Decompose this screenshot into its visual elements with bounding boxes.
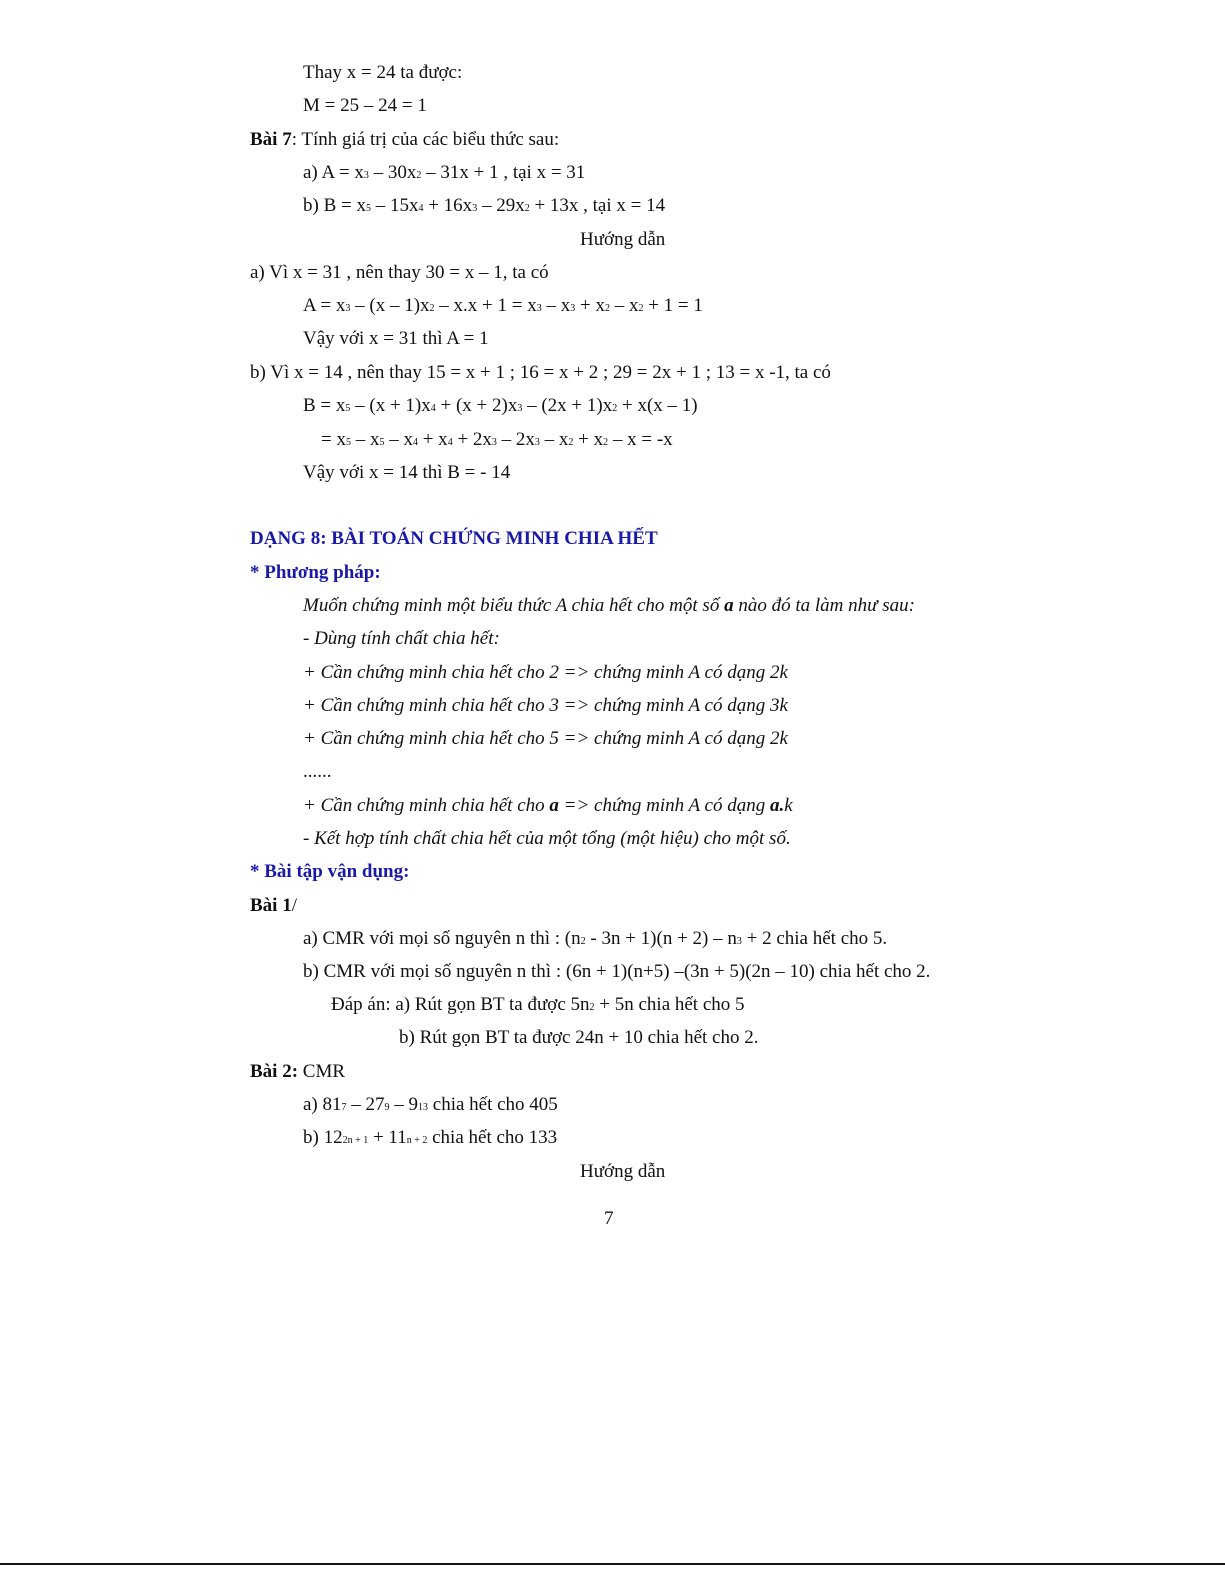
solution-b-simplify: = x5 – x5 – x4 + x4 + 2x3 – 2x3 – x2 + x2 – x = -x: [321, 429, 673, 450]
solution-a-intro: a) Vì x = 31 , nên thay 30 = x – 1, ta có: [250, 262, 549, 283]
exercises-heading: * Bài tập vận dụng:: [250, 861, 410, 882]
section-heading: DẠNG 8: BÀI TOÁN CHỨNG MINH CHIA HẾT: [250, 528, 658, 549]
exercise-2a: a) 817 – 279 – 913 chia hết cho 405: [303, 1094, 558, 1115]
exercise-1-heading: Bài 1/: [250, 895, 297, 916]
exercise-7a: a) A = x3 – 30x2 – 31x + 1 , tại x = 31: [303, 162, 586, 183]
method-line: Muốn chứng minh một biểu thức A chia hết cho một số a nào đó ta làm như sau:: [303, 595, 915, 616]
solution-b-conclusion: Vậy với x = 14 thì B = - 14: [303, 462, 511, 483]
text-line: M = 25 – 24 = 1: [303, 95, 427, 116]
solution-a-conclusion: Vậy với x = 31 thì A = 1: [303, 328, 489, 349]
exercise-7-heading: Bài 7: Tính giá trị của các biểu thức sau:: [250, 129, 560, 150]
method-line: + Cần chứng minh chia hết cho 5 => chứng minh A có dạng 2k: [303, 728, 788, 749]
answer-b: b) Rút gọn BT ta được 24n + 10 chia hết cho 2.: [399, 1027, 759, 1048]
exercise-1a: a) CMR với mọi số nguyên n thì : (n2 - 3n + 1)(n + 2) – n3 + 2 chia hết cho 5.: [303, 928, 888, 949]
answer-a: Đáp án: a) Rút gọn BT ta được 5n2 + 5n chia hết cho 5: [331, 994, 745, 1015]
exercise-1b: b) CMR với mọi số nguyên n thì : (6n + 1)(n+5) –(3n + 5)(2n – 10) chia hết cho 2.: [303, 961, 931, 982]
page-bottom-border: [0, 1563, 1225, 1565]
method-line: - Dùng tính chất chia hết:: [303, 628, 500, 649]
text-line: Thay x = 24 ta được:: [303, 62, 463, 83]
exercise-2b: b) 122n + 1 + 11n + 2 chia hết cho 133: [303, 1127, 558, 1148]
exercise-2-heading: Bài 2: CMR: [250, 1061, 346, 1082]
exercise-7b: b) B = x5 – 15x4 + 16x3 – 29x2 + 13x , tại x = 14: [303, 195, 666, 216]
method-line: + Cần chứng minh chia hết cho a => chứng minh A có dạng a.k: [303, 795, 793, 816]
method-line: ......: [303, 761, 332, 782]
method-heading: * Phương pháp:: [250, 562, 381, 583]
solution-b-intro: b) Vì x = 14 , nên thay 15 = x + 1 ; 16 = x + 2 ; 29 = 2x + 1 ; 13 = x -1, ta có: [250, 362, 831, 383]
method-line: + Cần chứng minh chia hết cho 2 => chứng minh A có dạng 2k: [303, 662, 788, 683]
solution-a-expression: A = x3 – (x – 1)x2 – x.x + 1 = x3 – x3 + x2 – x2 + 1 = 1: [303, 295, 703, 316]
guide-heading: Hướng dẫn: [580, 229, 666, 250]
method-line: - Kết hợp tính chất chia hết của một tổng (một hiệu) cho một số.: [303, 828, 791, 849]
method-line: + Cần chứng minh chia hết cho 3 => chứng minh A có dạng 3k: [303, 695, 788, 716]
page-number: 7: [604, 1208, 614, 1229]
solution-b-expression: B = x5 – (x + 1)x4 + (x + 2)x3 – (2x + 1)x2 + x(x – 1): [303, 395, 698, 416]
guide-heading: Hướng dẫn: [580, 1161, 666, 1182]
